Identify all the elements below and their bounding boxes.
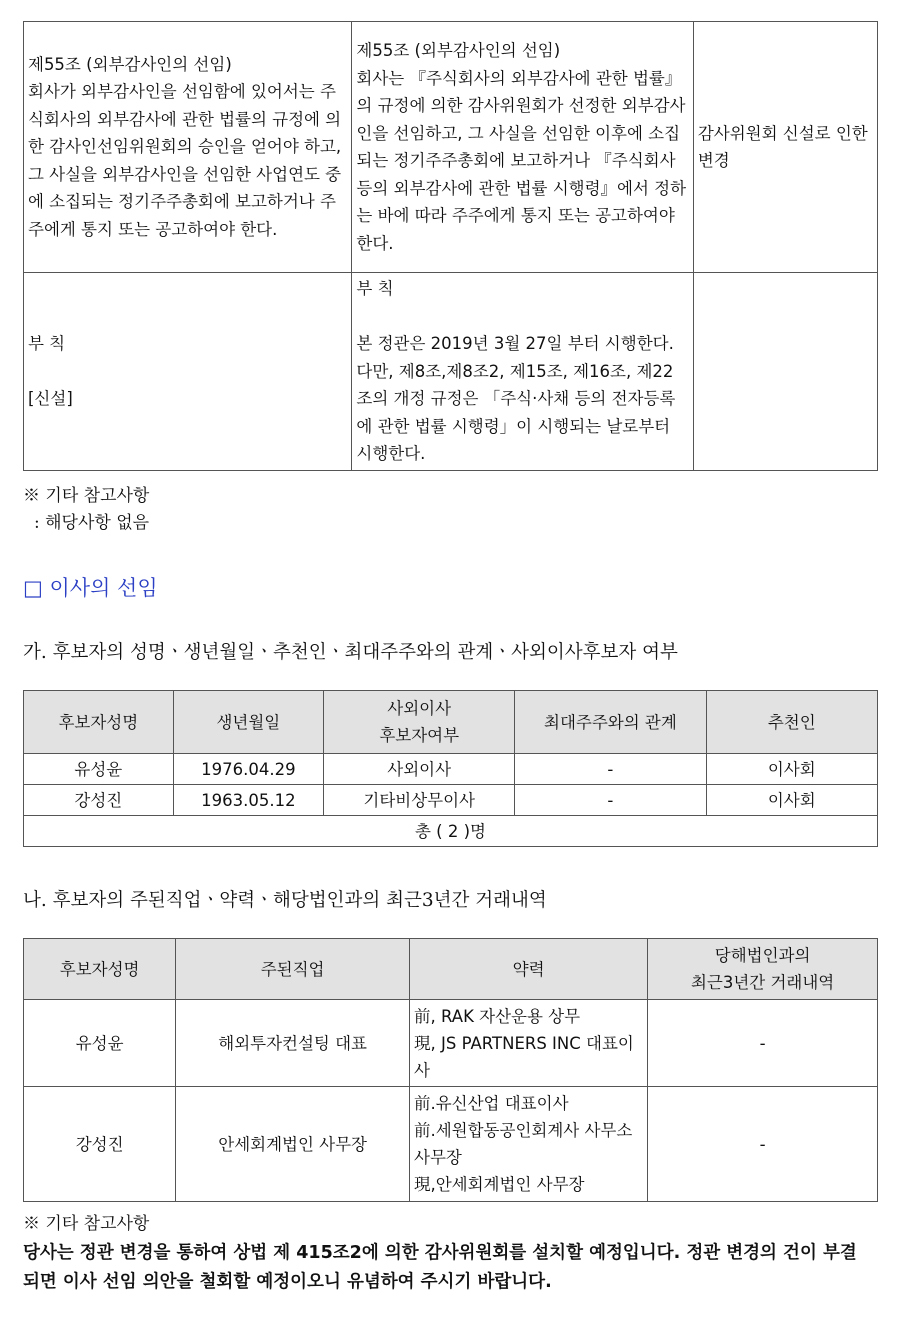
note-heading: ※ 기타 참고사항	[23, 1214, 150, 1234]
candidate-transactions: -	[648, 1000, 878, 1087]
col-header-transactions: 당해법인과의 최근3년간 거래내역	[648, 939, 878, 1000]
col-header-relation: 최대주주와의 관계	[515, 691, 706, 754]
candidate-birth: 1976.04.29	[173, 754, 323, 785]
candidate-career: 前.유신산업 대표이사 前.세원합동공인회계사 사무소 사무장 現,안세회계법인 사무장	[410, 1087, 648, 1202]
col-header-recommender: 추천인	[706, 691, 877, 754]
table-row	[24, 785, 878, 816]
candidate-recommender: 이사회	[706, 785, 877, 816]
before-text: 부 칙 [신설]	[24, 273, 352, 471]
table-header-row	[24, 691, 878, 754]
subsection-title-b: 나. 후보자의 주된직업ㆍ약력ㆍ해당법인과의 최근3년간 거래내역	[23, 890, 547, 911]
amendment-row-supplementary	[24, 273, 878, 471]
candidate-name: 유성윤	[24, 754, 174, 785]
table-row	[24, 1087, 878, 1202]
amendment-table	[23, 21, 878, 471]
candidate-relation: -	[515, 785, 706, 816]
note-body: : 해당사항 없음	[34, 513, 150, 533]
table-row	[24, 1000, 878, 1087]
candidate-birth: 1963.05.12	[173, 785, 323, 816]
col-header-birth: 생년월일	[173, 691, 323, 754]
before-text: 제55조 (외부감사인의 선임) 회사가 외부감사인을 선임함에 있어서는 주식회사의 외부감사에 관한 법률의 규정에 의한 감사인선임위원회의 승인을 얻어야 하고, 그 사실을 외부감사인을 선임한 사업연도 중에 소집되는 정기주주총회에 보고하거나 주주에게 통지 또는 공고하여야 한다.	[24, 22, 352, 273]
candidate-type: 기타비상무이사	[324, 785, 515, 816]
col-header-occupation: 주된직업	[176, 939, 410, 1000]
after-text: 부 칙 본 정관은 2019년 3월 27일 부터 시행한다. 다만, 제8조,제8조2, 제15조, 제16조, 제22조의 개정 규정은 「주식·사채 등의 전자등록에 관한 법률 시행령」이 시행되는 날로부터 시행한다.	[352, 273, 693, 471]
candidate-occupation: 해외투자컨설팅 대표	[176, 1000, 410, 1087]
candidate-table	[23, 690, 878, 847]
after-text: 제55조 (외부감사인의 선임) 회사는 『주식회사의 외부감사에 관한 법률』의 규정에 의한 감사위원회가 선정한 외부감사인을 선임하고, 그 사실을 선임한 이후에 소집되는 정기주주총회에 보고하거나 『주식회사 등의 외부감사에 관한 법률 시행령』에서 정하는 바에 따라 주주에게 통지 또는 공고하여야 한다.	[352, 22, 693, 273]
table-header-row	[24, 939, 878, 1000]
reason-text: 감사위원회 신설로 인한 변경	[693, 22, 877, 273]
candidate-name: 강성진	[24, 785, 174, 816]
career-table	[23, 938, 878, 1202]
note-body: 당사는 정관 변경을 통하여 상법 제 415조2에 의한 감사위원회를 설치할 예정입니다. 정관 변경의 건이 부결되면 이사 선임 의안을 철회할 예정이오니 유념하여 주시기 바랍니다.	[23, 1243, 857, 1292]
candidate-relation: -	[515, 754, 706, 785]
col-header-name: 후보자성명	[24, 691, 174, 754]
candidate-occupation: 안세회계법인 사무장	[176, 1087, 410, 1202]
col-header-name: 후보자성명	[24, 939, 176, 1000]
col-header-career: 약력	[410, 939, 648, 1000]
reason-text	[693, 273, 877, 471]
candidate-career: 前, RAK 자산운용 상무 現, JS PARTNERS INC 대표이사	[410, 1000, 648, 1087]
candidate-total: 총 ( 2 )명	[24, 816, 878, 847]
candidate-name: 유성윤	[24, 1000, 176, 1087]
amendment-row-55	[24, 22, 878, 273]
candidate-name: 강성진	[24, 1087, 176, 1202]
section-title: □ 이사의 선임	[23, 576, 158, 600]
candidate-type: 사외이사	[324, 754, 515, 785]
candidate-transactions: -	[648, 1087, 878, 1202]
candidate-recommender: 이사회	[706, 754, 877, 785]
col-header-outside-director: 사외이사 후보자여부	[324, 691, 515, 754]
table-total-row	[24, 816, 878, 847]
table-row	[24, 754, 878, 785]
note-heading: ※ 기타 참고사항	[23, 486, 150, 506]
subsection-title-a: 가. 후보자의 성명ㆍ생년월일ㆍ추천인ㆍ최대주주와의 관계ㆍ사외이사후보자 여부	[23, 642, 678, 663]
